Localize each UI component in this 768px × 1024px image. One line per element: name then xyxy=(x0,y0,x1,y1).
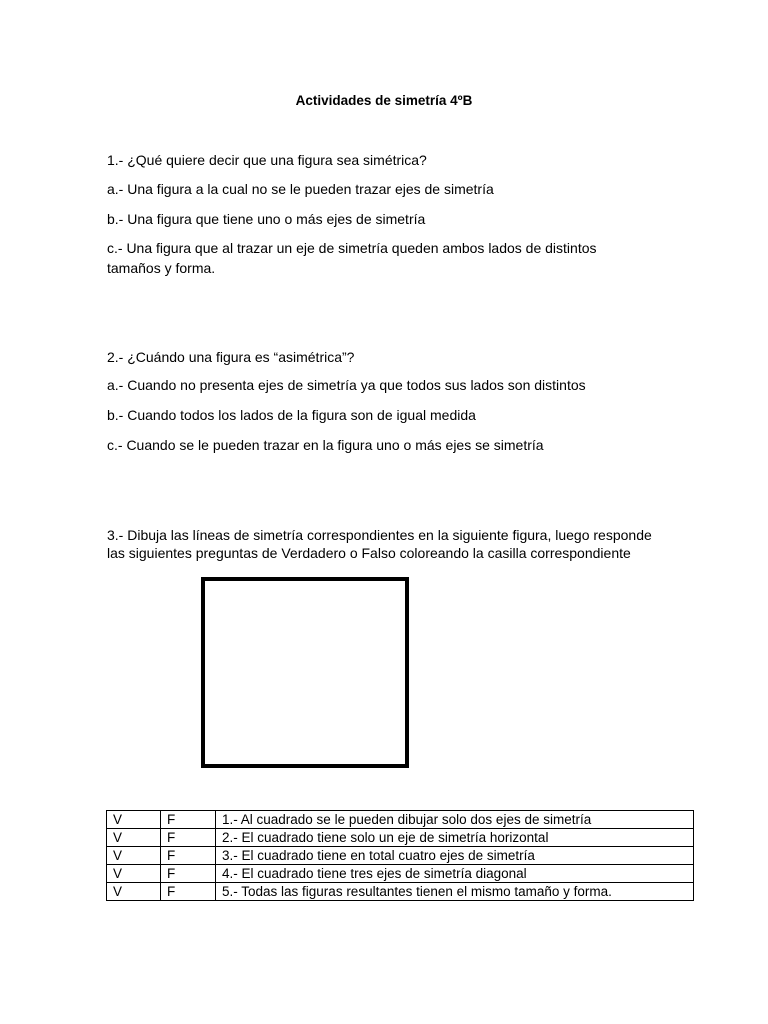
question-1-prompt: 1.- ¿Qué quiere decir que una figura sea simétrica? xyxy=(107,152,427,168)
table-row xyxy=(107,847,694,865)
false-cell[interactable]: F xyxy=(161,847,216,865)
true-cell[interactable]: V xyxy=(107,811,161,829)
statement-cell: 5.- Todas las figuras resultantes tienen el mismo tamaño y forma. xyxy=(216,883,694,901)
question-1-option-c: c.- Una figura que al trazar un eje de simetría queden ambos lados de distintos xyxy=(107,240,597,256)
statement-cell: 4.- El cuadrado tiene tres ejes de simetría diagonal xyxy=(216,865,694,883)
question-3-instructions-continued: las siguientes preguntas de Verdadero o Falso coloreando la casilla correspondiente xyxy=(107,545,631,561)
question-1-option-a: a.- Una figura a la cual no se le pueden trazar ejes de simetría xyxy=(107,181,494,197)
square-figure[interactable] xyxy=(201,577,409,768)
statement-cell: 2.- El cuadrado tiene solo un eje de simetría horizontal xyxy=(216,829,694,847)
table-row xyxy=(107,883,694,901)
table-row xyxy=(107,811,694,829)
true-cell[interactable]: V xyxy=(107,883,161,901)
question-1-option-c-continued: tamaños y forma. xyxy=(107,260,216,276)
question-3-instructions: 3.- Dibuja las líneas de simetría correspondientes en la siguiente figura, luego responde xyxy=(107,527,652,543)
statement-cell: 1.- Al cuadrado se le pueden dibujar solo dos ejes de simetría xyxy=(216,811,694,829)
true-cell[interactable]: V xyxy=(107,865,161,883)
page-title: Actividades de simetría 4ºB xyxy=(295,93,473,108)
false-cell[interactable]: F xyxy=(161,883,216,901)
false-cell[interactable]: F xyxy=(161,865,216,883)
true-cell[interactable]: V xyxy=(107,829,161,847)
false-cell[interactable]: F xyxy=(161,829,216,847)
question-2-option-b: b.- Cuando todos los lados de la figura son de igual medida xyxy=(107,407,476,423)
question-2-option-a: a.- Cuando no presenta ejes de simetría ya que todos sus lados son distintos xyxy=(107,377,586,393)
table-row xyxy=(107,865,694,883)
question-1-option-b: b.- Una figura que tiene uno o más ejes de simetría xyxy=(107,211,426,227)
question-2-option-c: c.- Cuando se le pueden trazar en la figura uno o más ejes se simetría xyxy=(107,437,544,453)
statement-cell: 3.- El cuadrado tiene en total cuatro ejes de simetría xyxy=(216,847,694,865)
false-cell[interactable]: F xyxy=(161,811,216,829)
true-false-table xyxy=(106,810,694,901)
table-row xyxy=(107,829,694,847)
question-2-prompt: 2.- ¿Cuándo una figura es “asimétrica”? xyxy=(107,349,355,365)
true-cell[interactable]: V xyxy=(107,847,161,865)
